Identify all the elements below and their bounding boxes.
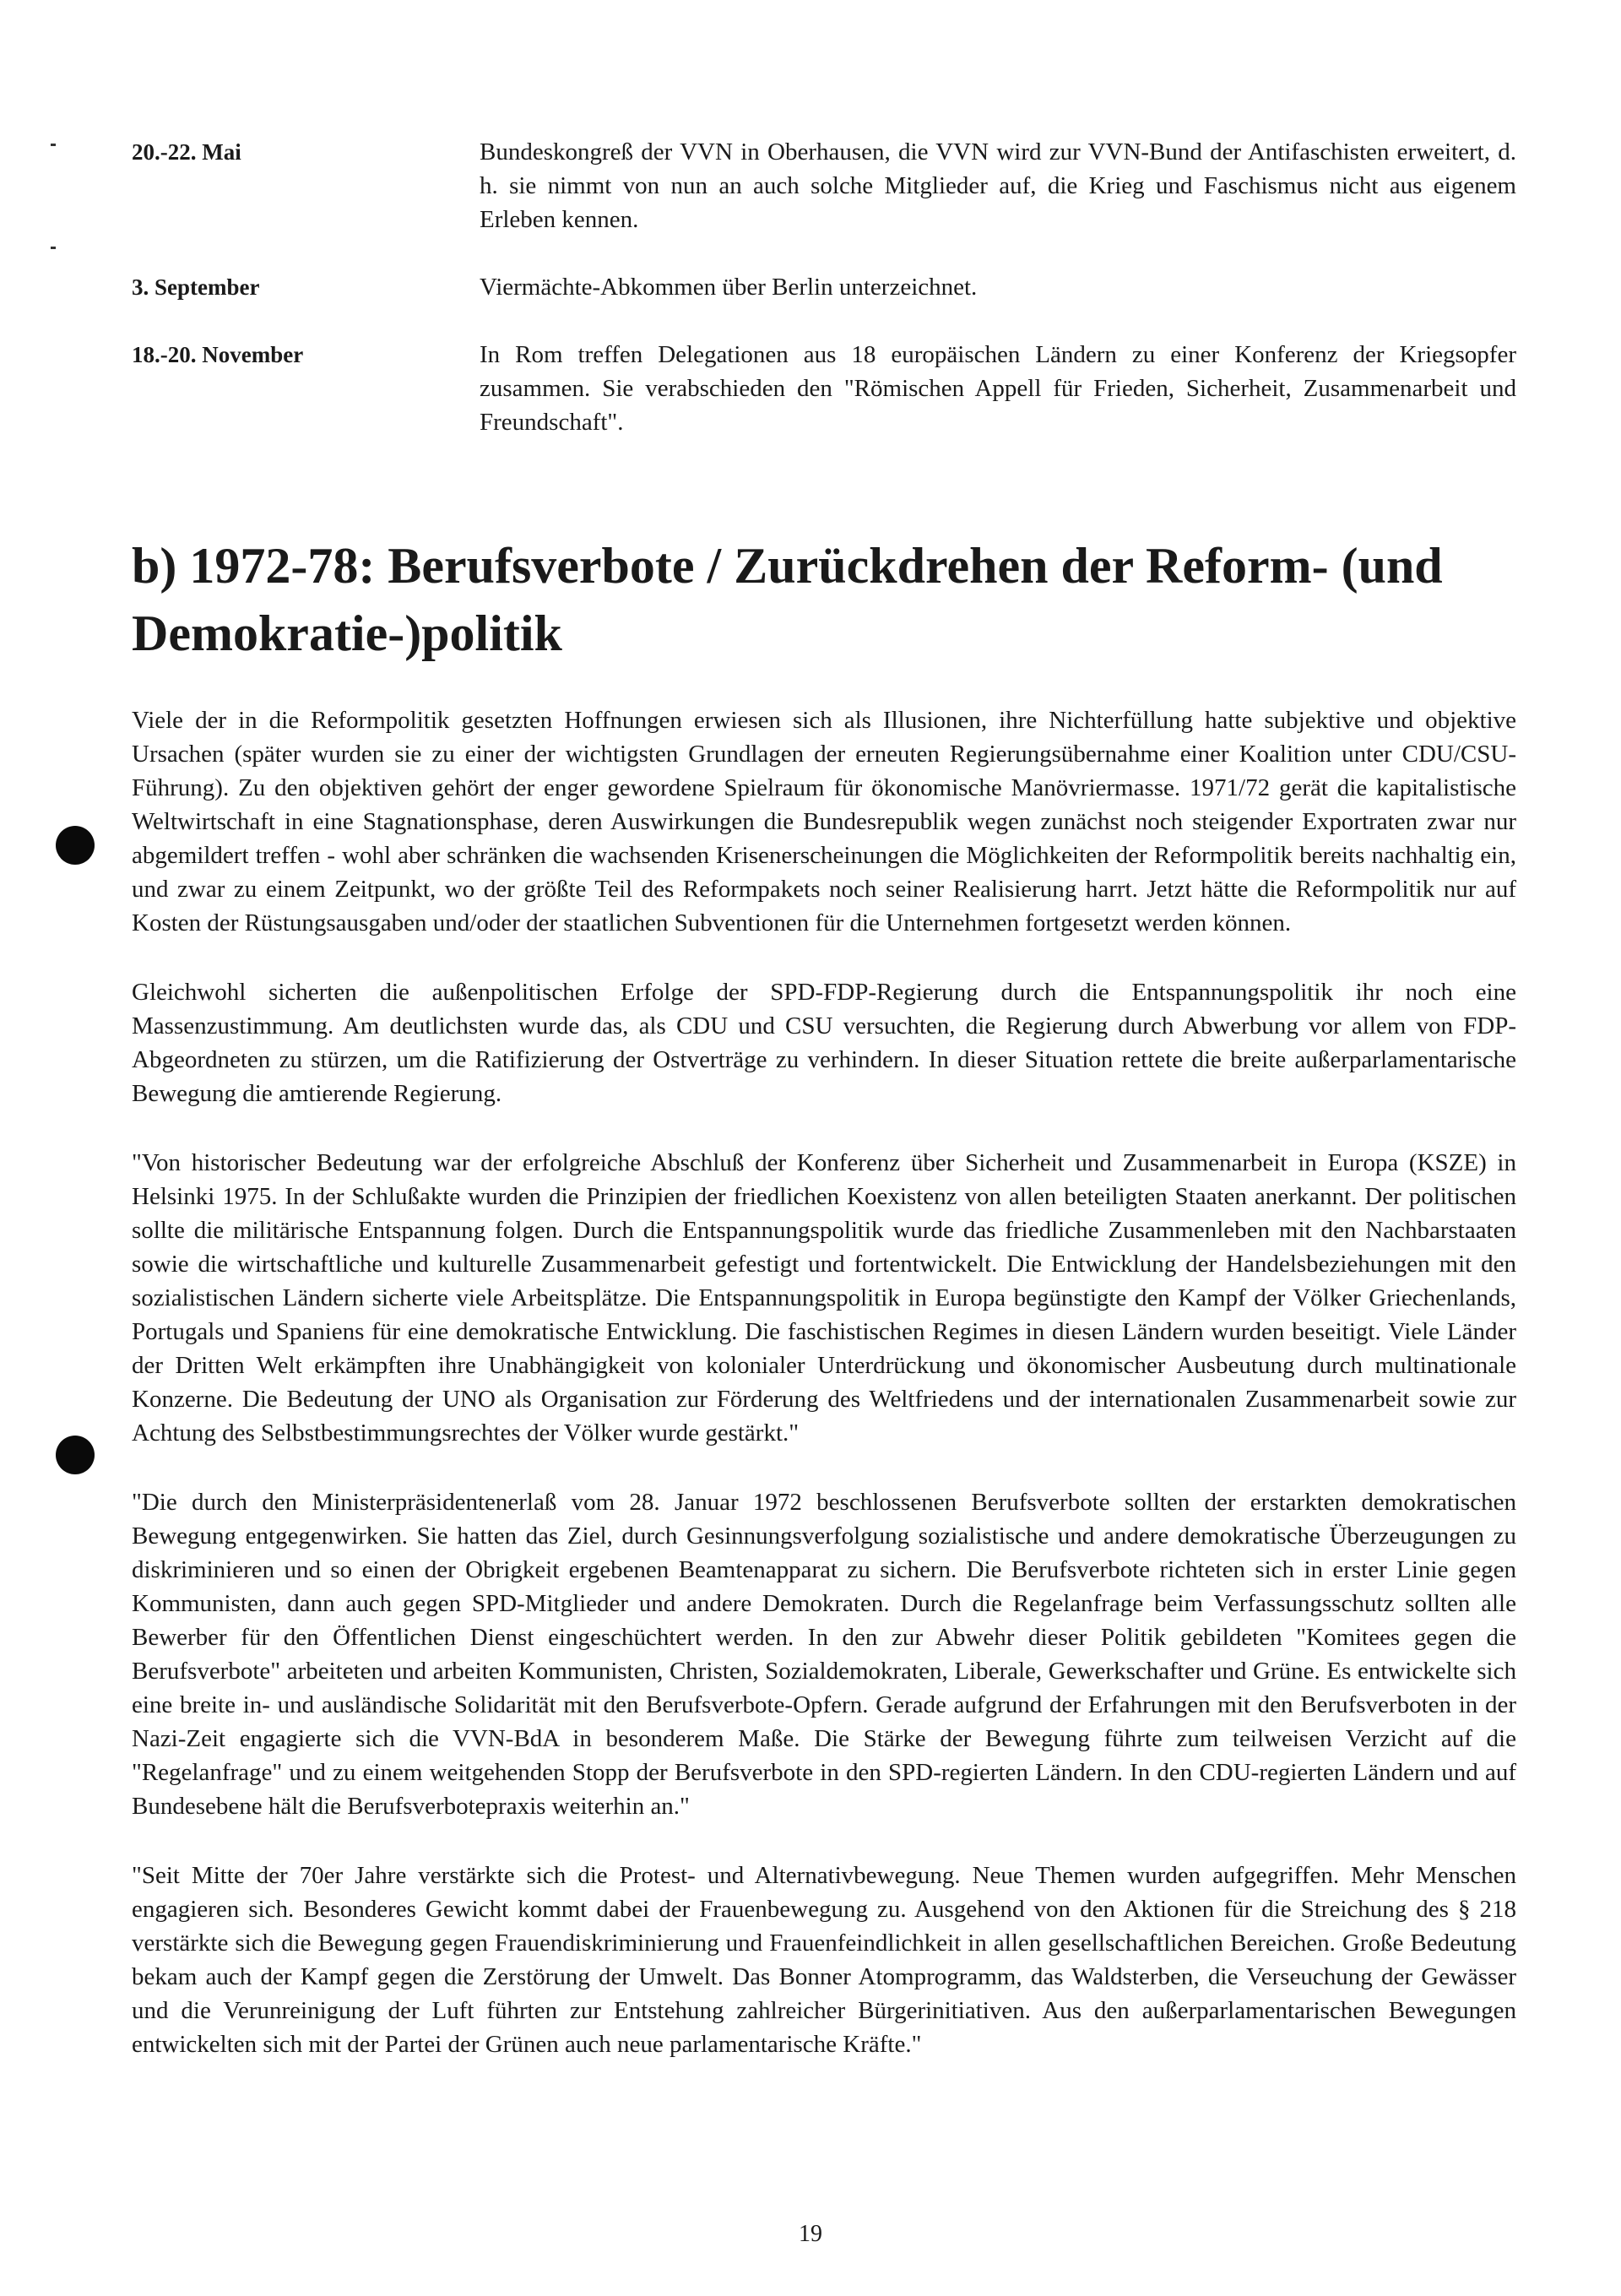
chronology-text: Bundeskongreß der VVN in Oberhausen, die VVN wird zur VVN-Bund der Antifaschisten erweitert, d. h. sie nimmt von nun an auch solche Mitglieder auf, die Krieg und Faschismus nicht aus eigenem Erleben kennen. <box>480 138 1516 233</box>
chronology-entry <box>132 270 1516 304</box>
body-text <box>132 703 1516 2097</box>
chronology-text: Viermächte-Abkommen über Berlin unterzeichnet. <box>480 274 978 301</box>
paragraph: "Seit Mitte der 70er Jahre verstärkte sich die Protest- und Alternativbewegung. Neue Themen wurden aufgegriffen. Mehr Menschen engagieren sich. Besonderes Gewicht kommt dabei der Frauenbewegung zu. Ausgehend von den Aktionen für die Streichung des § 218 verstärkte sich die Bewegung gegen Frauendiskriminierung und Frauenfeindlichkeit in allen gesellschaftlichen Bereichen. Große Bedeutung bekam auch der Kampf gegen die Zerstörung der Umwelt. Das Bonner Atomprogramm, das Waldsterben, die Verseuchung der Gewässer und die Verunreinigung der Luft führten zur Entstehung zahlreicher Bürgerinitiativen. Aus den außerparlamentarischen Bewegungen entwickelten sich mit der Partei der Grünen auch neue parlamentarische Kräfte." <box>132 1862 1516 2058</box>
scan-mark <box>51 144 56 146</box>
paragraph: Viele der in die Reformpolitik gesetzten Hoffnungen erwiesen sich als Illusionen, ihre Nichterfüllung hatte subjektive und objektive Ursachen (später wurden sie zu einer der wichtigsten Grundlagen der erneuten Regierungsübernahme einer Koalition unter CDU/CSU-Führung). Zu den objektiven gehört der enger gewordene Spielraum für ökonomische Manövriermasse. 1971/72 gerät die kapitalistische Weltwirtschaft in eine Stagnationsphase, deren Auswirkungen die Bundesrepublik wegen zunächst noch steigender Exportraten zwar nur abgemildert treffen - wohl aber schränken die wachsenden Krisenerscheinungen die Möglichkeiten der Reformpolitik bereits nachhaltig ein, und zwar zu einem Zeitpunkt, wo der größte Teil des Reformpakets noch seiner Realisierung harrt. Jetzt hätte die Reformpolitik nur auf Kosten der Rüstungsausgaben und/oder der staatlichen Subventionen für die Unternehmen fortgesetzt werden können. <box>132 707 1516 936</box>
punch-hole <box>56 1436 95 1474</box>
punch-hole <box>56 826 95 865</box>
chronology-text: In Rom treffen Delegationen aus 18 europäischen Ländern zu einer Konferenz der Kriegsopfer zusammen. Sie verabschieden den "Römischen Appell für Frieden, Sicherheit, Zusammenarbeit und Freundschaft". <box>480 341 1516 436</box>
paragraph: Gleichwohl sicherten die außenpolitischen Erfolge der SPD-FDP-Regierung durch die Entspannungspolitik ihr noch eine Massenzustimmung. Am deutlichsten wurde das, als CDU und CSU versuchten, die Regierung durch Abwerbung vor allem von FDP-Abgeordneten zu stürzen, um die Ratifizierung der Ostverträge zu verhindern. In dieser Situation rettete die breite außerparlamentarische Bewegung die amtierende Regierung. <box>132 979 1516 1107</box>
chronology <box>132 135 1516 473</box>
paragraph: "Die durch den Ministerpräsidentenerlaß vom 28. Januar 1972 beschlossenen Berufsverbote sollten der erstarkten demokratischen Bewegung entgegenwirken. Sie hatten das Ziel, durch Gesinnungsverfolgung sozialistische und andere demokratische Überzeugungen zu diskriminieren und so einen der Obrigkeit ergebenen Beamtenapparat zu sichern. Die Berufsverbote richteten sich in erster Linie gegen Kommunisten, dann auch gegen SPD-Mitglieder und andere Demokraten. Durch die Regelanfrage beim Verfassungsschutz sollten alle Bewerber für den Öffentlichen Dienst eingeschüchtert werden. In den zur Abwehr dieser Politik gebildeten "Komitees gegen die Berufsverbote" arbeiteten und arbeiten Kommunisten, Christen, Sozialdemokraten, Liberale, Gewerkschafter und Grüne. Es entwickelte sich eine breite in- und ausländische Solidarität mit den Berufsverbote-Opfern. Gerade aufgrund der Erfahrungen mit den Berufsverboten in der Nazi-Zeit engagierte sich die VVN-BdA in besonderem Maße. Die Stärke der Bewegung führte zum teilweisen Verzicht auf die "Regelanfrage" und zu einem weitgehenden Stopp der Berufsverbote in den SPD-regierten Ländern. In den CDU-regierten Ländern und auf Bundesebene hält die Berufsverbotepraxis weiterhin an." <box>132 1489 1516 1820</box>
chronology-date: 20.-22. Mai <box>132 139 241 165</box>
chronology-date: 3. September <box>132 274 260 300</box>
section-heading: b) 1972-78: Berufsverbote / Zurückdrehen der Reform- (und Demokratie-)politik <box>132 538 1443 661</box>
chronology-entry <box>132 135 1516 236</box>
page-number: 19 <box>799 2221 822 2247</box>
chronology-date: 18.-20. November <box>132 342 304 367</box>
paragraph: "Von historischer Bedeutung war der erfolgreiche Abschluß der Konferenz über Sicherheit und Zusammenarbeit in Europa (KSZE) in Helsinki 1975. In der Schlußakte wurden die Prinzipien der friedlichen Koexistenz von allen beteiligten Staaten anerkannt. Der politischen sollte die militärische Entspannung folgen. Durch die Entspannungspolitik wurde das friedliche Zusammenleben mit den Nachbarstaaten sowie die wirtschaftliche und kulturelle Zusammenarbeit gefestigt und fortentwickelt. Die Entwicklung der Handelsbeziehungen mit den sozialistischen Ländern sicherte viele Arbeitsplätze. Die Entspannungspolitik in Europa begünstigte den Kampf der Völker Griechenlands, Portugals und Spaniens für eine demokratische Entwicklung. Die faschistischen Regimes in diesen Ländern wurden beseitigt. Viele Länder der Dritten Welt erkämpften ihre Unabhängigkeit von kolonialer Unterdrückung und ökonomischer Ausbeutung durch multinationale Konzerne. Die Bedeutung der UNO als Organisation zur Förderung des Weltfriedens und der internationalen Zusammenarbeit sowie zur Achtung des Selbstbestimmungsrechtes der Völker wurde gestärkt." <box>132 1149 1516 1447</box>
scan-mark <box>51 247 56 249</box>
chronology-entry <box>132 338 1516 439</box>
